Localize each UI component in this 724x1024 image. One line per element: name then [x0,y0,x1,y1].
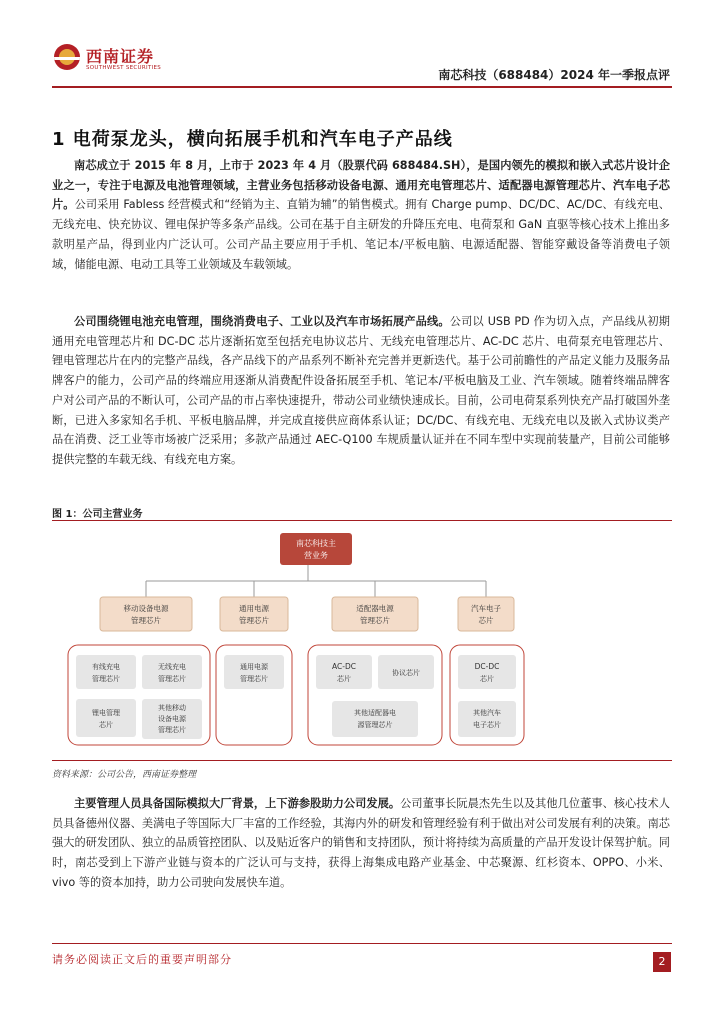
svg-text:源管理芯片: 源管理芯片 [357,721,393,729]
svg-text:管理芯片: 管理芯片 [240,675,268,683]
paragraph-body: 公司采用 Fabless 经营模式和“经销为主、直销为辅”的销售模式。拥有 Charge pump、DC/DC、AC/DC、有线充电、无线充电、快充协议、锂电保护等多条产品线。公司在基于自主研发的升降压充电、电荷泵和 GaN 直驱等核心技术上推出多款明星产品，得到业内广泛认可。公司产品主要应用于手机、笔记本/平板电脑、电源适配器、智能穿戴设备等消费电子领域，储能电源、电动工具等工业领域及车载领域。 [52,198,670,271]
paragraph-lead-bold: 南芯成立于 2015 年 8 月，上市于 2023 年 4 月（股票代码 688484.SH），是国内领先的模拟和嵌入式芯片设计企业之一，专注于电源及电池管理领域，主营业务包括移动设备电源、通用充电管理芯片、适配器电源管理芯片、汽车电子芯片。 [52,159,670,212]
svg-text:通用电源: 通用电源 [239,604,269,613]
logo-icon [54,44,80,70]
leaf-wireless-charging [142,655,202,689]
diagram-branch-auto [458,597,514,631]
page-number: 2 [653,952,671,972]
svg-text:协议芯片: 协议芯片 [392,669,420,677]
footer-divider [52,943,672,944]
svg-text:适配器电源: 适配器电源 [356,604,394,613]
paragraph-body: 公司董事长阮晨杰先生以及其他几位董事、核心技术人员具备德州仪器、美满电子等国际大厂丰富的工作经验，其海内外的研发和管理经验有利于做出对公司发展有利的决策。南芯强大的研发团队、独立的品质管控团队、以及贴近客户的销售和支持团队，预计将持续为高质量的产品开发设计保驾护航。同时，南芯受到上下游产业链与资本的广泛认可与支持，获得上海集成电路产业基金、中芯聚源、红杉资本、OPPO、小米、vivo 等的资本加持，助力公司驶向发展快车道。 [52,797,670,889]
root-label-2: 营业务 [304,551,328,560]
svg-text:有线充电: 有线充电 [92,663,120,671]
svg-text:芯片: 芯片 [337,675,351,683]
section-heading: 1 电荷泵龙头，横向拓展手机和汽车电子产品线 [52,129,453,150]
leaf-general-power [224,655,284,689]
paragraph-product-lines [52,312,670,470]
svg-text:芯片: 芯片 [480,675,494,683]
svg-text:AC-DC: AC-DC [332,662,356,671]
svg-text:其他移动: 其他移动 [158,704,186,712]
paragraph-lead-bold: 主要管理人员具备国际模拟大厂背景，上下游参股助力公司发展。 [74,797,401,810]
svg-text:其他汽车: 其他汽车 [473,709,501,717]
svg-text:管理芯片: 管理芯片 [239,616,269,625]
header-divider [52,86,672,88]
logo-text-en: SOUTHWEST SECURITIES [86,65,162,71]
diagram-branch-mobile [100,597,192,631]
diagram-groups [68,645,524,745]
svg-text:芯片: 芯片 [478,616,494,625]
figure-caption: 图 1：公司主营业务 [52,509,143,520]
paragraph-lead-bold: 公司围绕锂电池充电管理，围绕消费电子、工业以及汽车市场拓展产品线。 [74,315,450,328]
diagram-connectors [146,565,486,597]
svg-text:管理芯片: 管理芯片 [158,675,186,683]
svg-text:其他适配器电: 其他适配器电 [354,709,396,717]
diagram-branch-adapter [332,597,418,631]
leaf-battery-management [76,699,136,737]
svg-text:设备电源: 设备电源 [158,715,186,723]
leaf-dcdc [458,655,516,689]
diagram-branch-general [220,597,288,631]
leaf-other-mobile [142,699,202,739]
report-title: 南芯科技（688484）2024 年一季报点评 [438,68,670,82]
leaf-other-auto [458,701,516,737]
svg-text:无线充电: 无线充电 [158,663,186,671]
svg-text:锂电管理: 锂电管理 [92,709,120,717]
leaf-protocol [378,655,434,689]
svg-text:移动设备电源: 移动设备电源 [123,604,169,613]
svg-text:芯片: 芯片 [99,721,113,729]
figure-source: 资料来源：公司公告，西南证券整理 [52,770,197,780]
figure-bottom-rule [52,760,672,761]
svg-text:管理芯片: 管理芯片 [158,726,186,734]
paragraph-company-intro [52,156,670,274]
svg-text:管理芯片: 管理芯片 [360,616,390,625]
business-tree-diagram [52,521,672,759]
svg-text:汽车电子: 汽车电子 [471,604,501,613]
svg-text:管理芯片: 管理芯片 [92,675,120,683]
svg-text:管理芯片: 管理芯片 [131,616,161,625]
leaf-acdc [316,655,372,689]
paragraph-body: 公司以 USB PD 作为切入点，产品线从初期通用充电管理芯片和 DC-DC 芯片逐渐拓宽至包括充电协议芯片、无线充电管理芯片、AC-DC 芯片、电荷泵充电管理芯片、锂电管理芯片在内的完整产品线，各产品线下的产品系列不断补充完善并更新迭代。基于公司前瞻性的产品定义能力及服务品牌客户的能力，公司产品的终端应用逐渐从消费配件设备拓展至手机、笔记本/平板电脑及工业、汽车领域。随着终端品牌客户对公司产品的不断认可，公司产品的市占率快速提升，带动公司业绩快速成长。目前，公司电荷泵系列快充产品打破国外垄断，已进入多家知名手机、平板电脑品牌，并完成直接供应商体系认证；DC/DC、有线充电、无线充电以及嵌入式协议类产品在消费、泛工业等市场被广泛采用；多款产品通过 AEC-Q100 车规质量认证并在不同车型中实现前装量产，目前公司能够提供完整的车载无线、有线充电方案。 [52,315,670,466]
leaf-other-adapter [332,701,418,737]
svg-text:DC-DC: DC-DC [474,662,500,671]
paragraph-management [52,794,670,893]
svg-text:通用电源: 通用电源 [240,663,268,671]
root-label-1: 南芯科技主 [296,539,336,548]
logo-text-cn: 西南证券 [86,47,155,66]
svg-text:电子芯片: 电子芯片 [473,721,501,729]
leaf-wired-charging [76,655,136,689]
footer-disclaimer: 请务必阅读正文后的重要声明部分 [52,953,232,966]
diagram-root-node [280,533,352,565]
